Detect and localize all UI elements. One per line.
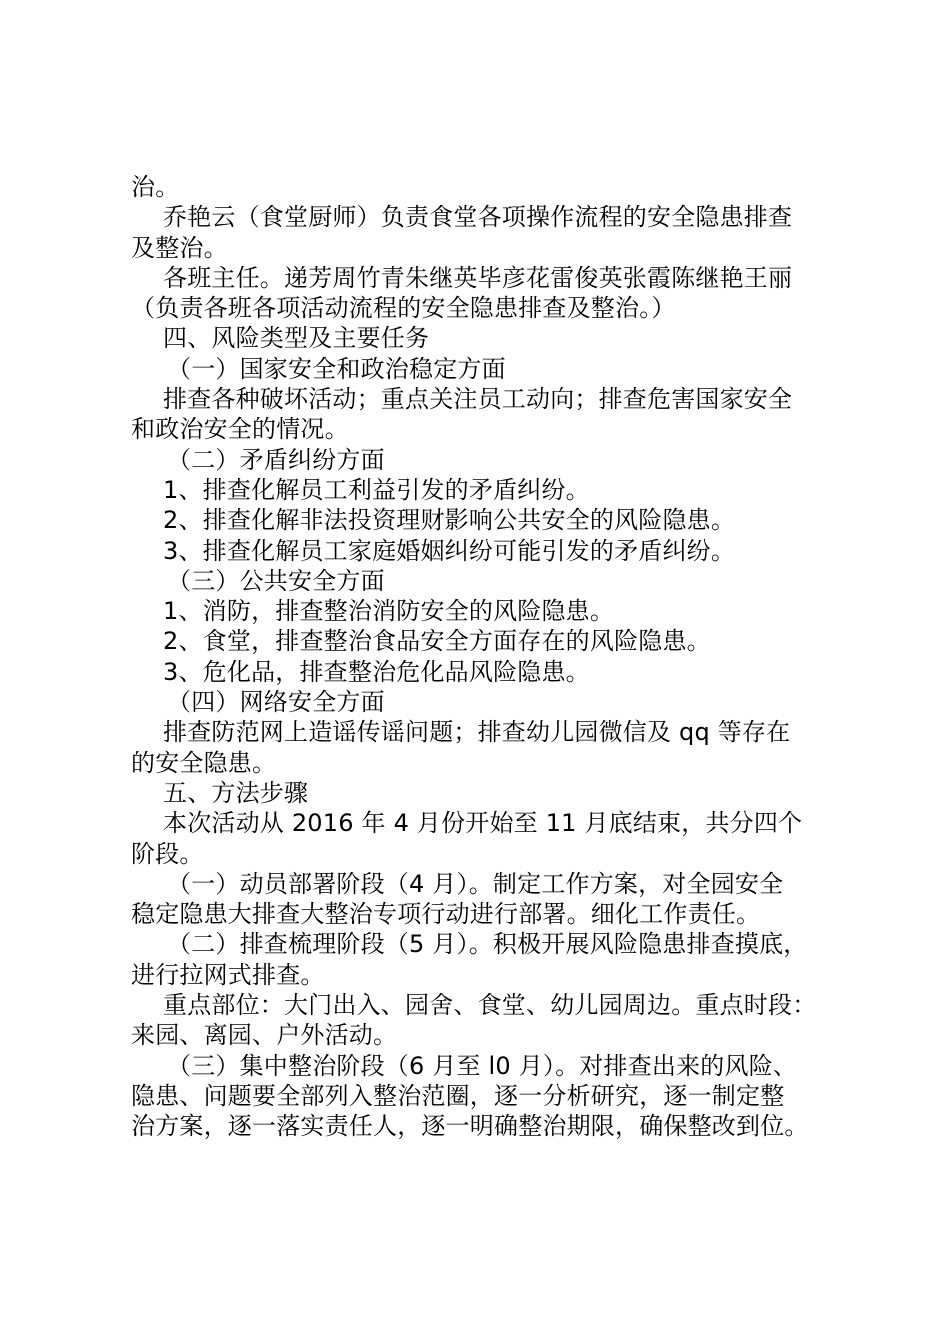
section-heading: 五、方法步骤 [163,778,309,807]
subsection-heading: （三）公共安全方面 [167,566,385,595]
list-item: 2、食堂，排查整治食品安全方面存在的风险隐患。 [163,627,711,656]
list-item: 1、排查化解员工利益引发的矛盾纠纷。 [163,475,590,504]
text-line: 和政治安全的情况。 [131,415,349,444]
document-body [131,172,831,1142]
list-item: 3、危化品，排查整治危化品风险隐患。 [163,657,590,686]
text-line: 及整治。 [131,233,228,262]
text-line: 稳定隐患大排查大整治专项行动进行部署。细化工作责任。 [131,900,761,929]
subsection-heading: （四）网络安全方面 [167,688,385,717]
text-line: 治。 [131,173,180,201]
text-line: 阶段。 [131,839,204,868]
list-item: 1、消防，排查整治消防安全的风险隐患。 [163,597,615,626]
text-line: 治方案，逐一落实责任人，逐一明确整治期限，确保整改到位。 [131,1112,809,1141]
section-heading: 四、风险类型及主要任务 [163,324,430,353]
text-line: 各班主任。递芳周竹青朱继英毕彦花雷俊英张霞陈继艳王丽 [163,263,793,292]
text-line: （一）动员部署阶段（4 月）。制定工作方案，对全园安全 [167,869,784,898]
list-item: 2、排查化解非法投资理财影响公共安全的风险隐患。 [163,506,736,535]
text-line: 进行拉网式排查。 [131,960,325,989]
subsection-heading: （一）国家安全和政治稳定方面 [167,354,506,383]
text-line: 排查各种破坏活动；重点关注员工动向；排查危害国家安全 [163,385,793,414]
text-line: （三）集中整治阶段（6 月至 l0 月）。对排查出来的风险、 [167,1051,798,1080]
text-line: 来园、离园、户外活动。 [131,1021,398,1050]
text-line: 本次活动从 2016 年 4 月份开始至 11 月底结束，共分四个 [163,809,803,838]
text-line: （二）排查梳理阶段（5 月）。积极开展风险隐患排查摸底， [167,930,808,959]
list-item: 3、排查化解员工家庭婚姻纠纷可能引发的矛盾纠纷。 [163,536,736,565]
text-line: 排查防范网上造谣传谣问题；排查幼儿园微信及 qq 等存在 [163,718,791,747]
text-line: 重点部位：大门出入、园舍、食堂、幼儿园周边。重点时段： [163,991,817,1020]
text-line: （负责各班各项活动流程的安全隐患排查及整治。） [131,294,676,323]
text-line: 隐患、问题要全部列入整治范圈，逐一分析研究，逐一制定整 [131,1081,785,1110]
text-line: 的安全隐患。 [131,748,277,777]
text-line: 乔艳云（食堂厨师）负责食堂各项操作流程的安全隐患排查 [163,203,793,232]
subsection-heading: （二）矛盾纠纷方面 [167,445,385,474]
